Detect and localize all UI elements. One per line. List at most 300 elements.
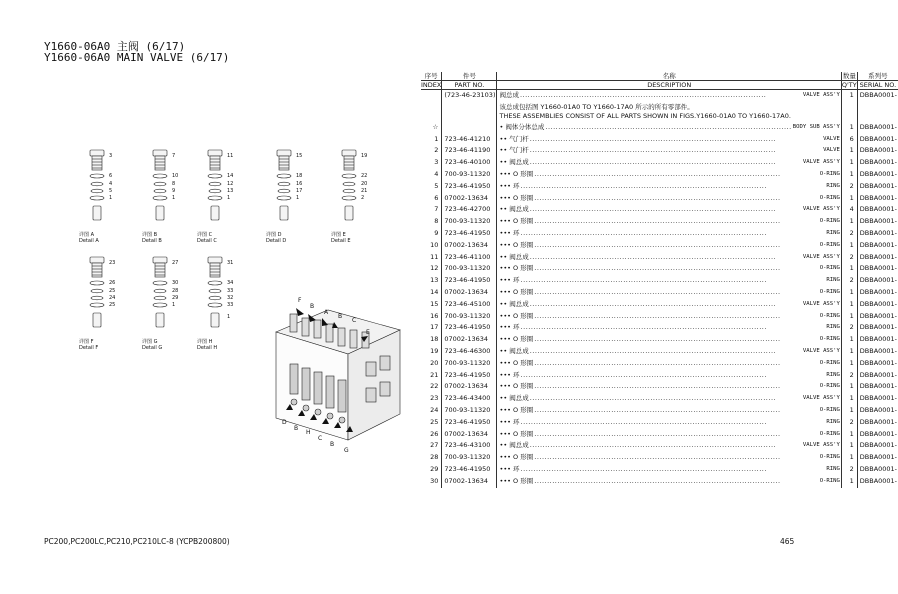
row-description (497, 381, 841, 393)
row-index: 21 (421, 370, 442, 382)
row-description (497, 169, 841, 181)
row-description (497, 440, 841, 452)
detail-label-en: Detail D (266, 238, 287, 244)
table-row (421, 440, 898, 452)
row-description (497, 452, 841, 464)
row-desc-text: ••• O 形圈 (499, 193, 534, 202)
row-index: 19 (421, 346, 442, 358)
body-sub-part-number (442, 122, 497, 134)
detail-part-drawing (85, 255, 125, 335)
row-desc-text: ••• O 形圈 (499, 382, 534, 391)
row-part-number: 723-46-41950 (442, 322, 497, 334)
callout-number: 21 (361, 188, 368, 194)
row-part-number: 07002-13634 (442, 429, 497, 441)
row-desc-code: VALVE ASS'Y (802, 159, 840, 166)
detail-part-drawing (337, 148, 377, 228)
callout-number: 15 (296, 153, 303, 159)
row-qty: 1 (841, 346, 857, 358)
detail-e (331, 148, 377, 244)
leader-dots (521, 370, 826, 382)
callout-number: 25 (109, 302, 116, 308)
table-row (421, 134, 898, 146)
detail-label-cn: 详图 H (197, 339, 213, 345)
assembly-note-en: THESE ASSEMBLIES CONSIST OF ALL PARTS SHOWN IN FIGS.Y1660-01A0 TO Y1660-17A0. (499, 112, 791, 121)
callout-number: 1 (296, 195, 300, 201)
row-desc-code: VALVE ASS'Y (802, 206, 840, 213)
row-part-number: 723-46-43400 (442, 393, 497, 405)
callout-number: 30 (172, 280, 179, 286)
table-row (421, 169, 898, 181)
row-serial: DBBA0001- (859, 169, 898, 178)
header-serial-cn: 系列号 (857, 72, 898, 81)
row-index: 18 (421, 334, 442, 346)
row-desc-text: ••• 环 (499, 276, 520, 285)
row-desc-text: ••• O 形圈 (499, 311, 534, 320)
page-number: 465 (780, 537, 795, 546)
table-row (421, 299, 898, 311)
callout-number: 31 (227, 260, 234, 266)
row-qty: 2 (841, 275, 857, 287)
table-row (421, 476, 898, 488)
row-desc-text: ••• 环 (499, 464, 520, 473)
row-index: 6 (421, 193, 442, 205)
body-sub-qty: 1 (841, 122, 857, 134)
callout-number: 1 (227, 195, 231, 201)
row-desc-text: ••• O 形圈 (499, 264, 534, 273)
row-desc-code: RING (826, 277, 840, 284)
detail-d (266, 148, 312, 244)
row-desc-text: •• 阀总成 (499, 394, 529, 403)
header-desc-en: DESCRIPTION (497, 81, 841, 90)
row-part-number: 723-46-41950 (442, 275, 497, 287)
row-description (497, 476, 841, 488)
assembly-detail-label: F (298, 297, 302, 304)
table-row (421, 240, 898, 252)
leader-dots (534, 381, 818, 393)
row-index: 20 (421, 358, 442, 370)
detail-part-drawing (272, 148, 312, 228)
footer-models: PC200,PC200LC,PC210,PC210LC-8 (YCPB200800) (44, 537, 230, 546)
table-row (421, 228, 898, 240)
row-desc-code: VALVE ASS'Y (802, 347, 840, 354)
callout-number: 24 (109, 295, 116, 301)
row-description (497, 216, 841, 228)
row-desc-code: O-RING (819, 430, 840, 437)
callout-number: 2 (361, 195, 365, 201)
table-row (421, 358, 898, 370)
row-desc-code: O-RING (819, 218, 840, 225)
callout-number: 22 (361, 173, 368, 179)
row-desc-text: ••• 环 (499, 181, 520, 190)
detail-label-cn: 详图 E (331, 232, 346, 238)
row-part-number: 723-46-40100 (442, 157, 497, 169)
row-qty: 4 (841, 204, 857, 216)
detail-part-drawing (148, 255, 188, 335)
row-desc-code: RING (826, 418, 840, 425)
leader-dots (521, 464, 826, 476)
row-index: 29 (421, 464, 442, 476)
row-serial: DBBA0001- (859, 252, 898, 261)
row-desc-code: O-RING (819, 288, 840, 295)
row-qty: 1 (841, 405, 857, 417)
row-qty: 1 (841, 157, 857, 169)
row-serial: DBBA0001- (859, 346, 898, 355)
row-qty: 1 (841, 145, 857, 157)
row-desc-text: ••• 环 (499, 228, 520, 237)
callout-number: 32 (227, 295, 234, 301)
row-serial: DBBA0001- (859, 417, 898, 426)
row-description (497, 311, 841, 323)
row-qty: 1 (841, 476, 857, 488)
callout-number: 12 (227, 181, 234, 187)
row-part-number: 723-46-41950 (442, 181, 497, 193)
row-desc-text: ••• O 形圈 (499, 240, 534, 249)
row-description (497, 263, 841, 275)
row-qty: 1 (841, 358, 857, 370)
row-serial: DBBA0001- (859, 311, 898, 320)
row-desc-text: ••• O 形圈 (499, 429, 534, 438)
row-index: 3 (421, 157, 442, 169)
leader-dots (530, 134, 822, 146)
row-qty: 1 (841, 381, 857, 393)
row-qty: 1 (841, 263, 857, 275)
row-desc-text: •• 气门杆 (499, 134, 529, 143)
table-row (421, 370, 898, 382)
header-index-en: INDEX (421, 81, 442, 89)
assembly-desc-code: VALVE ASS'Y (802, 92, 840, 98)
row-serial: DBBA0001- (859, 193, 898, 202)
callout-number: 6 (109, 173, 113, 179)
row-description (497, 464, 841, 476)
row-index: 22 (421, 381, 442, 393)
body-sub-desc-code: BODY SUB ASS'Y (792, 123, 840, 130)
table-row (421, 216, 898, 228)
row-index: 13 (421, 275, 442, 287)
detail-label-en: Detail F (79, 345, 99, 351)
table-row (421, 193, 898, 205)
row-part-number: 723-46-45100 (442, 299, 497, 311)
row-part-number: 723-46-42700 (442, 204, 497, 216)
detail-part-drawing (203, 255, 243, 335)
assembly-detail-label: C (318, 435, 323, 442)
assembly-detail-label: A (324, 309, 329, 316)
row-description (497, 405, 841, 417)
assembly-detail-label: B (338, 313, 343, 320)
row-desc-code: O-RING (819, 312, 840, 319)
table-row (421, 275, 898, 287)
row-desc-text: ••• O 形圈 (499, 217, 534, 226)
detail-label-cn: 详图 C (197, 232, 213, 238)
row-part-number: 700-93-11320 (442, 311, 497, 323)
row-index: 25 (421, 417, 442, 429)
row-serial: DBBA0001- (859, 181, 898, 190)
row-part-number: 723-46-41950 (442, 228, 497, 240)
header-serial-en: SERIAL NO. (857, 81, 898, 90)
row-serial: DBBA0001- (859, 276, 898, 285)
detail-label-cn: 详图 A (79, 232, 95, 238)
row-description (497, 275, 841, 287)
row-qty: 1 (841, 216, 857, 228)
detail-label-cn: 详图 G (142, 339, 158, 345)
callout-number: 1 (227, 314, 231, 320)
row-part-number: 07002-13634 (442, 381, 497, 393)
leader-dots (534, 169, 818, 181)
row-serial: DBBA0001- (859, 405, 898, 414)
row-desc-text: ••• O 形圈 (499, 169, 534, 178)
callout-number: 16 (296, 181, 303, 187)
detail-h (197, 255, 243, 351)
table-header-en (421, 81, 898, 90)
assembly-qty: 1 (841, 90, 857, 102)
row-serial: DBBA0001- (859, 134, 898, 143)
assembly-detail-label: E (366, 329, 370, 336)
leader-dots (534, 240, 818, 252)
row-description (497, 322, 841, 334)
header-qty-en: Q'TY (841, 81, 857, 89)
detail-b (142, 148, 188, 244)
detail-label-en: Detail H (197, 345, 218, 351)
row-index: 7 (421, 204, 442, 216)
callout-number: 27 (172, 260, 179, 266)
leader-dots (530, 204, 802, 216)
row-desc-code: VALVE ASS'Y (802, 442, 840, 449)
detail-part-drawing (148, 148, 188, 228)
detail-part-drawing (203, 148, 243, 228)
row-desc-code: O-RING (819, 454, 840, 461)
row-desc-text: ••• 环 (499, 417, 520, 426)
leader-dots (530, 393, 802, 405)
table-row (421, 157, 898, 169)
parts-table (421, 72, 898, 488)
leader-dots (530, 252, 802, 264)
row-serial: DBBA0001- (859, 299, 898, 308)
callout-number: 5 (109, 188, 113, 194)
row-description (497, 299, 841, 311)
row-serial: DBBA0001- (859, 264, 898, 273)
leader-dots (521, 417, 826, 429)
row-index: 27 (421, 440, 442, 452)
callout-number: 34 (227, 280, 234, 286)
table-row (421, 429, 898, 441)
row-qty: 2 (841, 322, 857, 334)
row-desc-text: ••• O 形圈 (499, 453, 534, 462)
row-part-number: 723-46-41950 (442, 417, 497, 429)
row-part-number: 723-46-41950 (442, 464, 497, 476)
row-description (497, 134, 841, 146)
leader-dots (534, 263, 818, 275)
assembly-serial: DBBA0001- (859, 91, 898, 99)
callout-number: 1 (172, 302, 176, 308)
assembly-detail-label: B (330, 441, 335, 448)
callout-number: 25 (109, 288, 116, 294)
row-index: 26 (421, 429, 442, 441)
callout-number: 10 (172, 173, 179, 179)
row-desc-code: VALVE ASS'Y (802, 300, 840, 307)
table-row (421, 322, 898, 334)
row-desc-code: RING (826, 465, 840, 472)
table-row (421, 204, 898, 216)
leader-dots (534, 216, 818, 228)
row-index: 23 (421, 393, 442, 405)
row-description (497, 193, 841, 205)
assembly-index (421, 90, 442, 102)
detail-f (79, 255, 125, 351)
header-index-cn: 序号 (421, 72, 442, 81)
row-part-number: 07002-13634 (442, 240, 497, 252)
row-serial: DBBA0001- (859, 370, 898, 379)
row-index: 4 (421, 169, 442, 181)
row-serial: DBBA0001- (859, 382, 898, 391)
callout-number: 4 (109, 181, 113, 187)
row-desc-code: O-RING (819, 336, 840, 343)
row-part-number: 07002-13634 (442, 287, 497, 299)
row-part-number: 07002-13634 (442, 193, 497, 205)
row-desc-text: •• 阀总成 (499, 252, 529, 261)
detail-label-en: Detail C (197, 238, 217, 244)
row-desc-code: VALVE ASS'Y (802, 253, 840, 260)
callout-number: 33 (227, 288, 234, 294)
row-desc-text: ••• 环 (499, 370, 520, 379)
body-sub-serial: DBBA0001- (859, 122, 898, 131)
row-part-number: 700-93-11320 (442, 358, 497, 370)
leader-dots (530, 346, 802, 358)
callout-number: 1 (172, 195, 176, 201)
leader-dots (534, 405, 818, 417)
assembly-desc-text: 阀总成 (499, 91, 519, 99)
row-description (497, 181, 841, 193)
row-qty: 2 (841, 228, 857, 240)
assembly-note-cn: 该总成包括图 Y1660-01A0 TO Y1660-17A0 所示的所有零部件。 (499, 102, 694, 111)
row-desc-text: •• 阀总成 (499, 205, 529, 214)
callout-number: 13 (227, 188, 234, 194)
detail-part-drawing (85, 148, 125, 228)
row-serial: DBBA0001- (859, 158, 898, 167)
leader-dots (534, 452, 818, 464)
row-desc-code: O-RING (819, 477, 840, 484)
table-row (421, 346, 898, 358)
row-part-number: 700-93-11320 (442, 169, 497, 181)
row-part-number: 07002-13634 (442, 334, 497, 346)
row-index: 28 (421, 452, 442, 464)
row-index: 14 (421, 287, 442, 299)
row-serial: DBBA0001- (859, 323, 898, 332)
row-part-number: 723-46-43100 (442, 440, 497, 452)
row-qty: 1 (841, 193, 857, 205)
table-row (421, 311, 898, 323)
leader-dots (521, 275, 826, 287)
callout-number: 23 (109, 260, 116, 266)
row-qty: 1 (841, 287, 857, 299)
row-index: 17 (421, 322, 442, 334)
leader-dots (534, 429, 818, 441)
header-desc-cn: 名称 (497, 72, 841, 81)
row-qty: 1 (841, 311, 857, 323)
table-row (421, 334, 898, 346)
assembly-detail-label: C (352, 317, 357, 324)
row-qty: 1 (841, 440, 857, 452)
callout-number: 11 (227, 153, 234, 159)
row-description (497, 429, 841, 441)
leader-dots (534, 334, 818, 346)
row-description (497, 204, 841, 216)
callout-number: 28 (172, 288, 179, 294)
body-sub-index: ☆ (421, 122, 442, 134)
row-desc-text: ••• 环 (499, 323, 520, 332)
callout-number: 29 (172, 295, 179, 301)
row-index: 16 (421, 311, 442, 323)
row-description (497, 228, 841, 240)
detail-label-en: Detail B (142, 238, 162, 244)
row-description (497, 145, 841, 157)
detail-c (197, 148, 243, 244)
row-index: 1 (421, 134, 442, 146)
row-part-number: 700-93-11320 (442, 405, 497, 417)
row-serial: DBBA0001- (859, 429, 898, 438)
row-part-number: 700-93-11320 (442, 452, 497, 464)
detail-a (79, 148, 125, 244)
leader-dots (530, 157, 802, 169)
row-qty: 1 (841, 393, 857, 405)
assembly-detail-label: D (282, 419, 287, 426)
row-description (497, 240, 841, 252)
row-desc-text: •• 气门杆 (499, 146, 529, 155)
row-qty: 2 (841, 181, 857, 193)
row-part-number: 723-46-41210 (442, 134, 497, 146)
page-title-en: Y1660-06A0 MAIN VALVE (6/17) (44, 51, 230, 64)
callout-number: 19 (361, 153, 368, 159)
row-qty: 6 (841, 134, 857, 146)
row-part-number: 723-46-41950 (442, 370, 497, 382)
row-desc-text: •• 阀总成 (499, 441, 529, 450)
main-valve-assembly-drawing (268, 292, 408, 462)
row-desc-text: ••• O 形圈 (499, 287, 534, 296)
row-desc-code: VALVE ASS'Y (802, 395, 840, 402)
row-qty: 2 (841, 417, 857, 429)
table-row (421, 263, 898, 275)
callout-number: 3 (109, 153, 113, 159)
assembly-part-number: (723-46-23103) (442, 90, 497, 102)
detail-label-cn: 详图 B (142, 232, 158, 238)
row-qty: 1 (841, 299, 857, 311)
assembly-description (497, 90, 841, 102)
detail-label-en: Detail E (331, 238, 351, 244)
row-description (497, 393, 841, 405)
row-index: 5 (421, 181, 442, 193)
assembly-detail-label: B (294, 425, 299, 432)
row-desc-code: O-RING (819, 265, 840, 272)
header-qty-cn: 数量 (842, 72, 856, 80)
row-serial: DBBA0001- (859, 441, 898, 450)
leader-dots (530, 440, 802, 452)
row-qty: 2 (841, 464, 857, 476)
callout-number: 9 (172, 188, 176, 194)
assembly-row (421, 90, 898, 102)
row-description (497, 370, 841, 382)
row-desc-code: RING (826, 229, 840, 236)
row-qty: 1 (841, 169, 857, 181)
row-part-number: 700-93-11320 (442, 216, 497, 228)
row-index: 11 (421, 252, 442, 264)
row-part-number: 723-46-41190 (442, 145, 497, 157)
table-row (421, 381, 898, 393)
row-desc-code: O-RING (819, 194, 840, 201)
row-desc-text: ••• O 形圈 (499, 405, 534, 414)
row-desc-text: ••• O 形圈 (499, 358, 534, 367)
row-serial: DBBA0001- (859, 287, 898, 296)
leader-dots (521, 181, 826, 193)
detail-label-cn: 详图 D (266, 232, 282, 238)
table-row (421, 145, 898, 157)
